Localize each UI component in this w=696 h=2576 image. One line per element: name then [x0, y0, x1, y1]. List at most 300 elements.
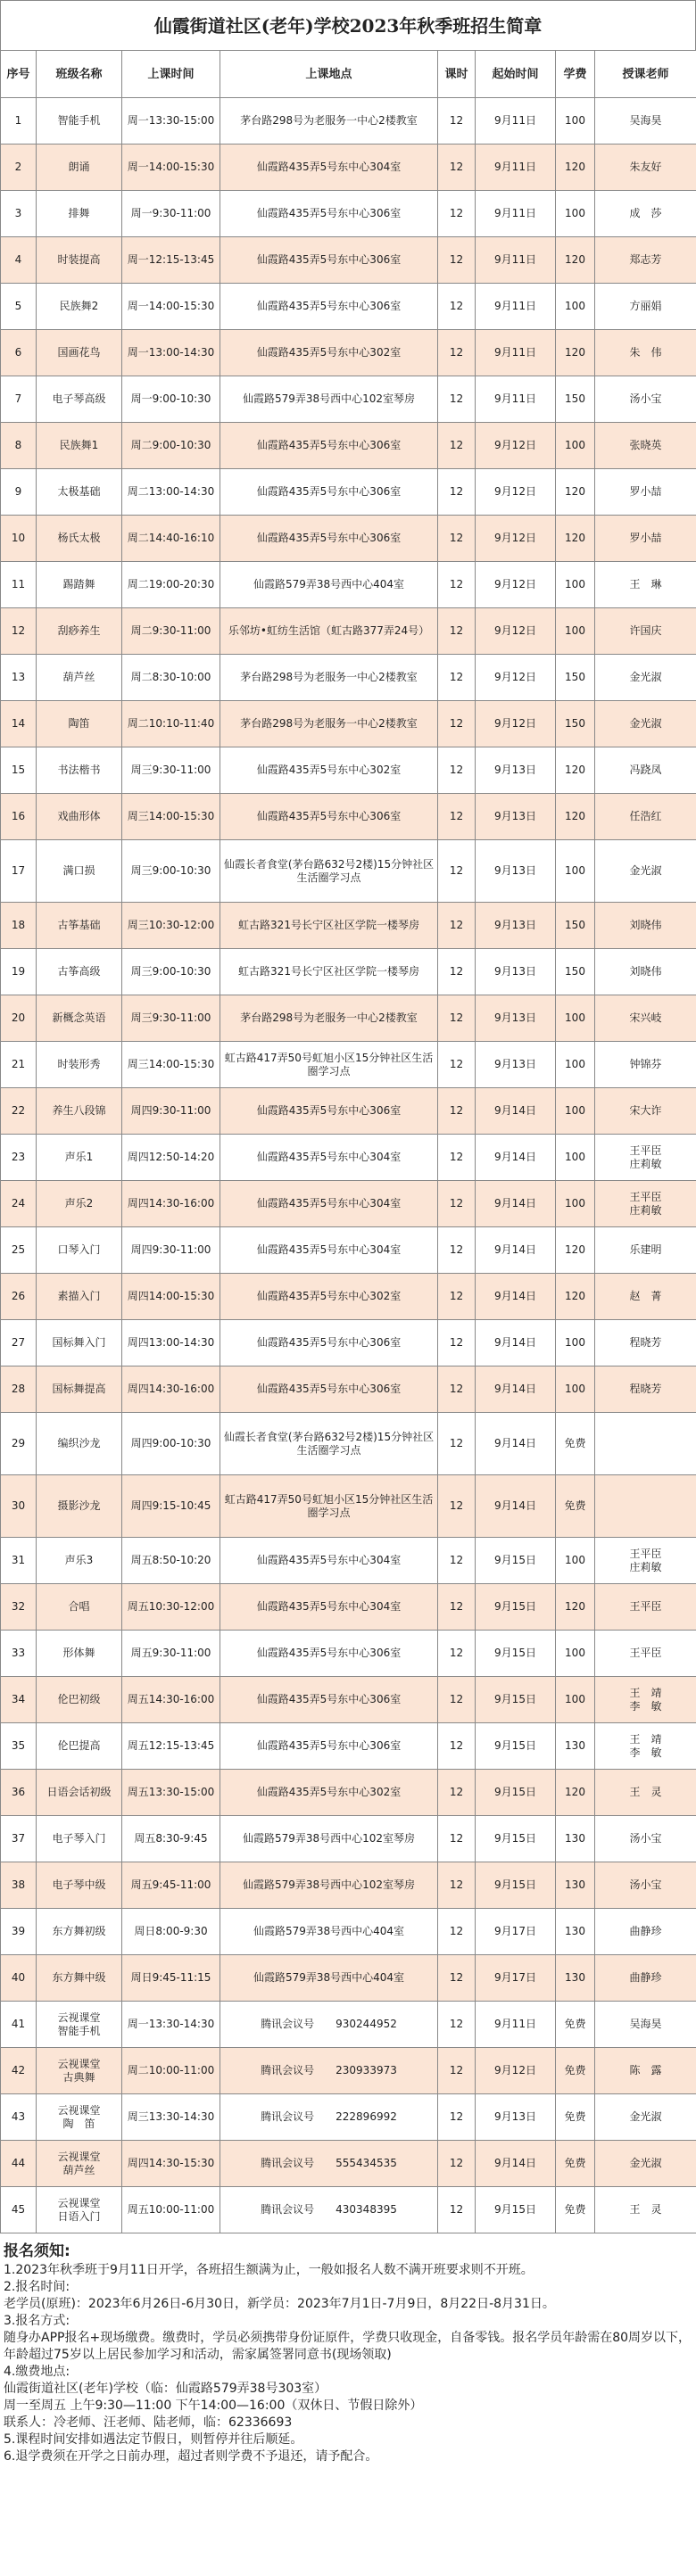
cell-no: 38 — [1, 1862, 37, 1909]
cell-name: 国标舞提高 — [37, 1366, 122, 1413]
notes-heading: 报名须知: — [4, 2242, 70, 2260]
cell-time: 周一9:30-11:00 — [122, 191, 220, 237]
cell-start: 9月15日 — [476, 1677, 556, 1723]
cell-time: 周三14:00-15:30 — [122, 794, 220, 840]
cell-no: 16 — [1, 794, 37, 840]
cell-place: 仙霞路435弄5号东中心304室 — [220, 1181, 438, 1227]
table-row — [1, 1770, 696, 1816]
cell-time: 周四14:30-16:00 — [122, 1366, 220, 1413]
cell-start: 9月15日 — [476, 1723, 556, 1770]
cell-time: 周五10:30-12:00 — [122, 1584, 220, 1631]
cell-teacher: 成 莎 — [595, 191, 696, 237]
cell-no: 8 — [1, 423, 37, 469]
header-place: 上课地点 — [220, 51, 438, 98]
cell-place: 仙霞路435弄5号东中心304室 — [220, 144, 438, 191]
cell-teacher: 许国庆 — [595, 608, 696, 655]
cell-time: 周四9:30-11:00 — [122, 1088, 220, 1135]
cell-name: 民族舞1 — [37, 423, 122, 469]
cell-no: 44 — [1, 2141, 37, 2187]
cell-start: 9月13日 — [476, 1042, 556, 1088]
table-row — [1, 562, 696, 608]
cell-hours: 12 — [438, 1631, 476, 1677]
cell-start: 9月12日 — [476, 423, 556, 469]
header-time: 上课时间 — [122, 51, 220, 98]
cell-place: 仙霞长者食堂(茅台路632号2楼)15分钟社区生活圈学习点 — [220, 1413, 438, 1475]
cell-place: 仙霞路435弄5号东中心306室 — [220, 469, 438, 516]
cell-place: 仙霞路579弄38号西中心404室 — [220, 1955, 438, 2002]
cell-start: 9月15日 — [476, 2187, 556, 2233]
cell-hours: 12 — [438, 330, 476, 376]
cell-hours: 12 — [438, 516, 476, 562]
cell-fee: 免费 — [556, 2048, 595, 2094]
cell-time: 周五9:45-11:00 — [122, 1862, 220, 1909]
cell-time: 周五9:30-11:00 — [122, 1631, 220, 1677]
table-body — [1, 98, 696, 2233]
cell-no: 41 — [1, 2002, 37, 2048]
table-row — [1, 949, 696, 995]
cell-place: 虹古路321号长宁区社区学院一楼琴房 — [220, 903, 438, 949]
cell-no: 4 — [1, 237, 37, 284]
cell-hours: 12 — [438, 840, 476, 903]
cell-fee: 120 — [556, 1770, 595, 1816]
cell-fee: 100 — [556, 1088, 595, 1135]
page-title: 仙霞街道社区(老年)学校2023年秋季班招生简章 — [0, 0, 696, 50]
cell-start: 9月11日 — [476, 330, 556, 376]
cell-fee: 100 — [556, 562, 595, 608]
cell-time: 周四9:15-10:45 — [122, 1475, 220, 1538]
cell-no: 26 — [1, 1274, 37, 1320]
cell-no: 24 — [1, 1181, 37, 1227]
cell-hours: 12 — [438, 1723, 476, 1770]
cell-no: 12 — [1, 608, 37, 655]
cell-fee: 130 — [556, 1723, 595, 1770]
note-line: 2.报名时间: — [4, 2280, 70, 2294]
cell-no: 9 — [1, 469, 37, 516]
cell-hours: 12 — [438, 98, 476, 144]
cell-fee: 130 — [556, 1862, 595, 1909]
cell-start: 9月17日 — [476, 1955, 556, 2002]
cell-fee: 120 — [556, 747, 595, 794]
cell-place: 仙霞路435弄5号东中心302室 — [220, 747, 438, 794]
cell-time: 周五13:30-15:00 — [122, 1770, 220, 1816]
cell-hours: 12 — [438, 1538, 476, 1584]
cell-time: 周二9:30-11:00 — [122, 608, 220, 655]
cell-time: 周三9:00-10:30 — [122, 949, 220, 995]
cell-hours: 12 — [438, 1677, 476, 1723]
cell-no: 13 — [1, 655, 37, 701]
cell-name: 伦巴初级 — [37, 1677, 122, 1723]
cell-fee: 150 — [556, 376, 595, 423]
note-line: 老学员(原班)：2023年6月26日-6月30日，新学员：2023年7月1日-7月9日，8月22日-8月31日。 — [4, 2297, 555, 2311]
cell-time: 周日8:00-9:30 — [122, 1909, 220, 1955]
cell-teacher: 赵 菁 — [595, 1274, 696, 1320]
table-row — [1, 903, 696, 949]
cell-name: 踢踏舞 — [37, 562, 122, 608]
cell-name: 排舞 — [37, 191, 122, 237]
cell-place: 腾讯会议号 430348395 — [220, 2187, 438, 2233]
cell-teacher: 任浩红 — [595, 794, 696, 840]
cell-hours: 12 — [438, 1862, 476, 1909]
cell-time: 周五8:30-9:45 — [122, 1816, 220, 1862]
cell-no: 3 — [1, 191, 37, 237]
cell-name: 编织沙龙 — [37, 1413, 122, 1475]
table-row — [1, 1274, 696, 1320]
note-line: 5.课程时间安排如遇法定节假日，则暂停并往后顺延。 — [4, 2432, 303, 2447]
cell-hours: 12 — [438, 1274, 476, 1320]
cell-teacher: 宋兴岐 — [595, 995, 696, 1042]
cell-teacher: 金光淑 — [595, 840, 696, 903]
cell-teacher: 罗小喆 — [595, 516, 696, 562]
cell-no: 35 — [1, 1723, 37, 1770]
cell-hours: 12 — [438, 608, 476, 655]
cell-name: 朗诵 — [37, 144, 122, 191]
cell-place: 茅台路298号为老服务一中心2楼教室 — [220, 98, 438, 144]
cell-no: 25 — [1, 1227, 37, 1274]
cell-no: 10 — [1, 516, 37, 562]
cell-teacher: 朱友好 — [595, 144, 696, 191]
note-line: 1.2023年秋季班于9月11日开学，各班招生额满为止，一般如报名人数不满开班要求则不开班。 — [4, 2263, 534, 2277]
course-table — [0, 50, 696, 2233]
cell-teacher: 王 靖 李 敏 — [595, 1677, 696, 1723]
cell-name: 伦巴提高 — [37, 1723, 122, 1770]
cell-place: 仙霞路435弄5号东中心302室 — [220, 1274, 438, 1320]
cell-place: 仙霞路435弄5号东中心302室 — [220, 330, 438, 376]
cell-start: 9月11日 — [476, 144, 556, 191]
cell-time: 周日9:45-11:15 — [122, 1955, 220, 2002]
cell-teacher: 刘晓伟 — [595, 903, 696, 949]
cell-teacher: 吴海昊 — [595, 98, 696, 144]
table-row — [1, 469, 696, 516]
cell-teacher: 王 靖 李 敏 — [595, 1723, 696, 1770]
cell-fee: 100 — [556, 1677, 595, 1723]
cell-fee: 150 — [556, 655, 595, 701]
cell-hours: 12 — [438, 2187, 476, 2233]
cell-hours: 12 — [438, 2094, 476, 2141]
header-start: 起始时间 — [476, 51, 556, 98]
cell-fee: 免费 — [556, 2141, 595, 2187]
cell-start: 9月14日 — [476, 1088, 556, 1135]
cell-time: 周一13:30-14:30 — [122, 2002, 220, 2048]
cell-start: 9月14日 — [476, 1274, 556, 1320]
header-fee: 学费 — [556, 51, 595, 98]
cell-name: 云视课堂 智能手机 — [37, 2002, 122, 2048]
cell-start: 9月11日 — [476, 2002, 556, 2048]
cell-name: 时装形秀 — [37, 1042, 122, 1088]
cell-start: 9月14日 — [476, 1475, 556, 1538]
cell-name: 声乐3 — [37, 1538, 122, 1584]
cell-hours: 12 — [438, 1181, 476, 1227]
cell-no: 28 — [1, 1366, 37, 1413]
cell-start: 9月12日 — [476, 701, 556, 747]
cell-start: 9月12日 — [476, 516, 556, 562]
cell-teacher: 金光淑 — [595, 701, 696, 747]
cell-fee: 130 — [556, 1816, 595, 1862]
cell-hours: 12 — [438, 1088, 476, 1135]
cell-fee: 100 — [556, 1181, 595, 1227]
cell-hours: 12 — [438, 701, 476, 747]
cell-no: 34 — [1, 1677, 37, 1723]
cell-start: 9月17日 — [476, 1909, 556, 1955]
cell-place: 仙霞路435弄5号东中心306室 — [220, 423, 438, 469]
table-row — [1, 1366, 696, 1413]
cell-place: 虹古路321号长宁区社区学院一楼琴房 — [220, 949, 438, 995]
cell-fee: 120 — [556, 144, 595, 191]
cell-start: 9月14日 — [476, 1181, 556, 1227]
cell-place: 仙霞路579弄38号西中心404室 — [220, 562, 438, 608]
note-line: 6.退学费须在开学之日前办理，超过者则学费不予退还，请予配合。 — [4, 2449, 378, 2464]
cell-time: 周四14:30-15:30 — [122, 2141, 220, 2187]
cell-hours: 12 — [438, 1770, 476, 1816]
cell-place: 乐邻坊•虹纺生活馆（虹古路377弄24号） — [220, 608, 438, 655]
cell-hours: 12 — [438, 2002, 476, 2048]
cell-no: 29 — [1, 1413, 37, 1475]
cell-fee: 100 — [556, 423, 595, 469]
cell-start: 9月11日 — [476, 191, 556, 237]
table-row — [1, 1631, 696, 1677]
cell-no: 33 — [1, 1631, 37, 1677]
cell-no: 39 — [1, 1909, 37, 1955]
cell-place: 仙霞路435弄5号东中心306室 — [220, 1088, 438, 1135]
cell-no: 2 — [1, 144, 37, 191]
cell-teacher: 乐建明 — [595, 1227, 696, 1274]
cell-start: 9月15日 — [476, 1631, 556, 1677]
cell-teacher: 罗小喆 — [595, 469, 696, 516]
cell-name: 云视课堂 日语入门 — [37, 2187, 122, 2233]
cell-no: 30 — [1, 1475, 37, 1538]
cell-teacher: 汤小宝 — [595, 1816, 696, 1862]
cell-fee: 100 — [556, 1631, 595, 1677]
cell-name: 古筝高级 — [37, 949, 122, 995]
cell-hours: 12 — [438, 1584, 476, 1631]
note-line: 联系人：冷老师、汪老师、陆老师，临：62336693 — [4, 2415, 293, 2430]
table-row — [1, 1181, 696, 1227]
cell-fee: 100 — [556, 1320, 595, 1366]
cell-fee: 免费 — [556, 1475, 595, 1538]
cell-start: 9月15日 — [476, 1584, 556, 1631]
cell-place: 仙霞路435弄5号东中心304室 — [220, 1538, 438, 1584]
cell-hours: 12 — [438, 1475, 476, 1538]
cell-teacher: 金光淑 — [595, 655, 696, 701]
cell-name: 书法楷书 — [37, 747, 122, 794]
cell-time: 周四13:00-14:30 — [122, 1320, 220, 1366]
cell-fee: 120 — [556, 1274, 595, 1320]
cell-hours: 12 — [438, 191, 476, 237]
cell-no: 18 — [1, 903, 37, 949]
header-class-name: 班级名称 — [37, 51, 122, 98]
cell-place: 仙霞路435弄5号东中心306室 — [220, 237, 438, 284]
cell-name: 日语会话初级 — [37, 1770, 122, 1816]
cell-name: 杨氏太极 — [37, 516, 122, 562]
cell-place: 虹古路417弄50号虹旭小区15分钟社区生活圈学习点 — [220, 1475, 438, 1538]
cell-hours: 12 — [438, 1816, 476, 1862]
cell-hours: 12 — [438, 1955, 476, 2002]
cell-start: 9月14日 — [476, 1227, 556, 1274]
cell-teacher: 陈 露 — [595, 2048, 696, 2094]
cell-fee: 100 — [556, 1042, 595, 1088]
cell-time: 周二10:00-11:00 — [122, 2048, 220, 2094]
cell-start: 9月12日 — [476, 562, 556, 608]
cell-time: 周三9:30-11:00 — [122, 995, 220, 1042]
cell-hours: 12 — [438, 376, 476, 423]
cell-hours: 12 — [438, 1366, 476, 1413]
cell-name: 国标舞入门 — [37, 1320, 122, 1366]
cell-fee: 120 — [556, 469, 595, 516]
cell-time: 周五14:30-16:00 — [122, 1677, 220, 1723]
table-row — [1, 237, 696, 284]
cell-fee: 120 — [556, 794, 595, 840]
table-row — [1, 1584, 696, 1631]
cell-teacher: 曲静珍 — [595, 1909, 696, 1955]
table-row — [1, 1862, 696, 1909]
cell-fee: 免费 — [556, 2187, 595, 2233]
note-line: 随身办APP报名+现场缴费。缴费时，学员必须携带身份证原件，学费只收现金，自备零钱。报名学员年龄需在80周岁以下，年龄超过75岁以上居民参加学习和活动，需家属签署同意书(现场领取) — [4, 2331, 692, 2362]
cell-place: 仙霞路435弄5号东中心304室 — [220, 1135, 438, 1181]
cell-teacher: 王 琳 — [595, 562, 696, 608]
cell-time: 周四9:00-10:30 — [122, 1413, 220, 1475]
cell-time: 周一13:00-14:30 — [122, 330, 220, 376]
cell-hours: 12 — [438, 1135, 476, 1181]
cell-start: 9月15日 — [476, 1538, 556, 1584]
cell-fee: 100 — [556, 608, 595, 655]
cell-start: 9月12日 — [476, 2048, 556, 2094]
cell-teacher: 吴海昊 — [595, 2002, 696, 2048]
cell-teacher: 王平臣 庄莉敏 — [595, 1538, 696, 1584]
cell-hours: 12 — [438, 949, 476, 995]
table-row — [1, 1909, 696, 1955]
cell-hours: 12 — [438, 995, 476, 1042]
table-row — [1, 423, 696, 469]
cell-time: 周二8:30-10:00 — [122, 655, 220, 701]
cell-no: 36 — [1, 1770, 37, 1816]
cell-name: 戏曲形体 — [37, 794, 122, 840]
cell-hours: 12 — [438, 1042, 476, 1088]
cell-fee: 120 — [556, 237, 595, 284]
header-hours: 课时 — [438, 51, 476, 98]
cell-fee: 120 — [556, 330, 595, 376]
table-row — [1, 1723, 696, 1770]
cell-name: 陶笛 — [37, 701, 122, 747]
cell-start: 9月15日 — [476, 1862, 556, 1909]
cell-no: 5 — [1, 284, 37, 330]
cell-place: 仙霞长者食堂(茅台路632号2楼)15分钟社区生活圈学习点 — [220, 840, 438, 903]
note-line: 3.报名方式: — [4, 2314, 70, 2328]
cell-no: 1 — [1, 98, 37, 144]
cell-name: 云视课堂 葫芦丝 — [37, 2141, 122, 2187]
table-row — [1, 1538, 696, 1584]
cell-fee: 150 — [556, 903, 595, 949]
cell-fee: 100 — [556, 995, 595, 1042]
cell-start: 9月14日 — [476, 1413, 556, 1475]
table-row — [1, 2187, 696, 2233]
cell-place: 茅台路298号为老服务一中心2楼教室 — [220, 701, 438, 747]
cell-no: 14 — [1, 701, 37, 747]
cell-teacher: 王平臣 庄莉敏 — [595, 1135, 696, 1181]
cell-place: 仙霞路435弄5号东中心304室 — [220, 1227, 438, 1274]
header-no: 序号 — [1, 51, 37, 98]
cell-name: 口琴入门 — [37, 1227, 122, 1274]
cell-teacher: 钟锦芬 — [595, 1042, 696, 1088]
cell-name: 葫芦丝 — [37, 655, 122, 701]
cell-time: 周一9:00-10:30 — [122, 376, 220, 423]
cell-name: 新概念英语 — [37, 995, 122, 1042]
table-row — [1, 1677, 696, 1723]
cell-hours: 12 — [438, 903, 476, 949]
table-row — [1, 995, 696, 1042]
cell-fee: 150 — [556, 701, 595, 747]
cell-start: 9月13日 — [476, 747, 556, 794]
cell-hours: 12 — [438, 1909, 476, 1955]
note-line: 周一至周五 上午9:30—11:00 下午14:00—16:00（双休日、节假日除外） — [4, 2398, 423, 2413]
cell-teacher: 金光淑 — [595, 2094, 696, 2141]
cell-start: 9月12日 — [476, 469, 556, 516]
cell-teacher: 程晓芳 — [595, 1320, 696, 1366]
cell-no: 20 — [1, 995, 37, 1042]
cell-start: 9月13日 — [476, 2094, 556, 2141]
cell-start: 9月11日 — [476, 376, 556, 423]
cell-hours: 12 — [438, 237, 476, 284]
cell-fee: 150 — [556, 949, 595, 995]
cell-teacher: 刘晓伟 — [595, 949, 696, 995]
table-row — [1, 840, 696, 903]
cell-teacher: 王平臣 庄莉敏 — [595, 1181, 696, 1227]
notes-lines — [4, 2262, 692, 2465]
cell-name: 合唱 — [37, 1584, 122, 1631]
cell-hours: 12 — [438, 794, 476, 840]
cell-no: 23 — [1, 1135, 37, 1181]
cell-time: 周四14:00-15:30 — [122, 1274, 220, 1320]
cell-no: 6 — [1, 330, 37, 376]
note-line: 4.缴费地点: — [4, 2365, 70, 2379]
table-row — [1, 1227, 696, 1274]
cell-time: 周一14:00-15:30 — [122, 144, 220, 191]
cell-name: 电子琴入门 — [37, 1816, 122, 1862]
cell-start: 9月14日 — [476, 1320, 556, 1366]
cell-hours: 12 — [438, 747, 476, 794]
table-row — [1, 1475, 696, 1538]
cell-start: 9月14日 — [476, 2141, 556, 2187]
note-line: 仙霞街道社区(老年)学校（临：仙霞路579弄38号303室） — [4, 2382, 327, 2396]
cell-name: 满口损 — [37, 840, 122, 903]
cell-fee: 100 — [556, 1135, 595, 1181]
cell-fee: 120 — [556, 516, 595, 562]
cell-start: 9月13日 — [476, 949, 556, 995]
cell-name: 民族舞2 — [37, 284, 122, 330]
cell-time: 周一13:30-15:00 — [122, 98, 220, 144]
cell-place: 茅台路298号为老服务一中心2楼教室 — [220, 655, 438, 701]
cell-teacher: 朱 伟 — [595, 330, 696, 376]
cell-hours: 12 — [438, 1227, 476, 1274]
cell-time: 周三13:30-14:30 — [122, 2094, 220, 2141]
cell-hours: 12 — [438, 144, 476, 191]
table-row — [1, 191, 696, 237]
cell-time: 周二10:10-11:40 — [122, 701, 220, 747]
cell-teacher: 方丽娟 — [595, 284, 696, 330]
cell-place: 仙霞路435弄5号东中心306室 — [220, 1723, 438, 1770]
cell-teacher: 郑志芳 — [595, 237, 696, 284]
cell-fee: 120 — [556, 1584, 595, 1631]
cell-start: 9月15日 — [476, 1816, 556, 1862]
cell-name: 电子琴中级 — [37, 1862, 122, 1909]
cell-place: 茅台路298号为老服务一中心2楼教室 — [220, 995, 438, 1042]
cell-start: 9月11日 — [476, 237, 556, 284]
cell-place: 仙霞路435弄5号东中心304室 — [220, 1584, 438, 1631]
table-row — [1, 98, 696, 144]
cell-fee: 100 — [556, 1538, 595, 1584]
cell-fee: 120 — [556, 1227, 595, 1274]
cell-fee: 免费 — [556, 2002, 595, 2048]
cell-teacher: 王平臣 — [595, 1584, 696, 1631]
cell-fee: 免费 — [556, 1413, 595, 1475]
